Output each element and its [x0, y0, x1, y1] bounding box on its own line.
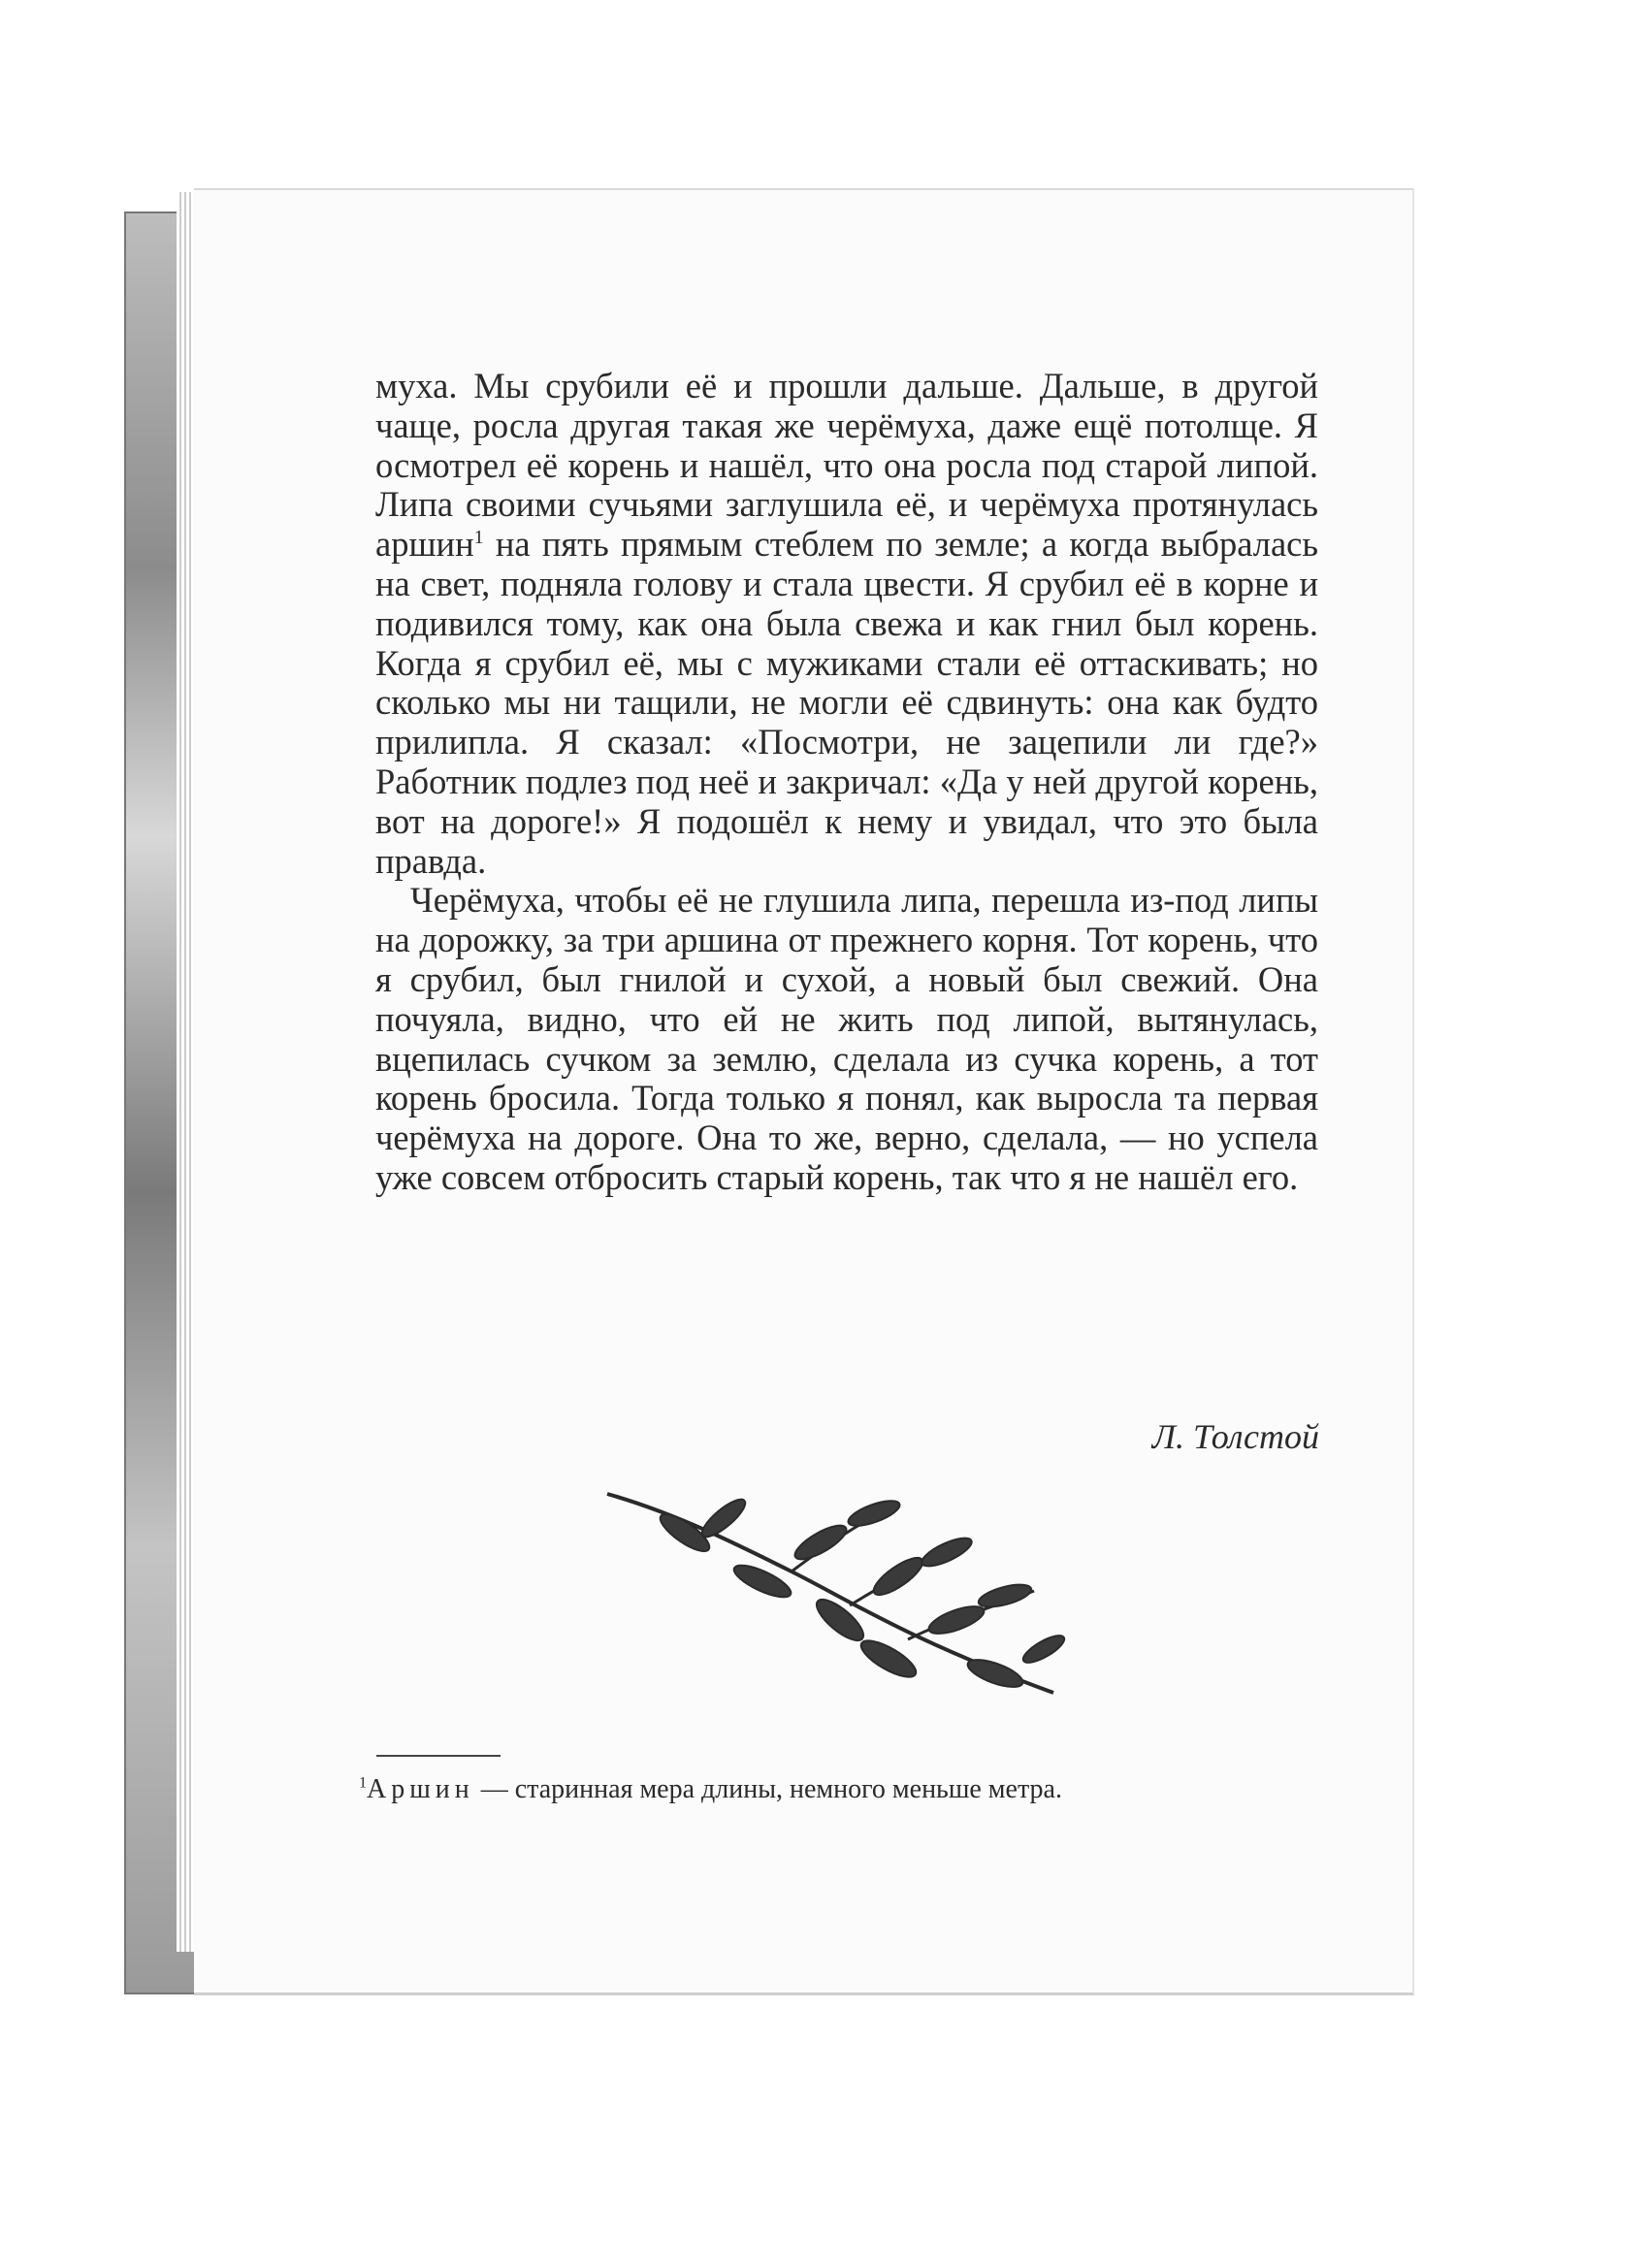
footnote-divider [376, 1755, 501, 1757]
author-signature: Л. Толстой [1151, 1417, 1319, 1456]
paragraph-1-part-a: муха. Мы срубили её и прошли дальше. Дальше, в другой чаще, росла другая такая же черёмуха, даже ещё потолще. Я осмотрел её корень и нашёл, что она росла под старой липой. Липа своими сучьями заглушила её, и черёмуха протянулась аршин [375, 366, 1318, 565]
footnote-mark: 1 [359, 1774, 367, 1792]
footnote-text: — старинная мера длины, немного меньше метра. [473, 1774, 1062, 1804]
footnote [359, 1771, 1317, 1808]
footnote-term: Аршин [367, 1774, 474, 1804]
footnote-reference: 1 [473, 527, 484, 549]
paragraph-1-part-b: на пять прямым стеблем по земле; а когда выбралась на свет, подняла голову и стала цвести. Я срубил её в корне и подивился тому, как она была свежа и как гнил был корень. Когда я срубил её, мы с мужиками стали её оттаскивать; но сколько мы ни тащили, не могли её сдвинуть: она как будто прилипла. Я сказал: «Посмотри, не зацепили ли где?» Работник подлез под неё и закричал: «Да у ней другой корень, вот на дороге!» Я подошёл к нему и увидал, что это была правда. [375, 524, 1319, 881]
story-text [375, 367, 1318, 1198]
cherry-branch-illustration [598, 1474, 1083, 1707]
paragraph-2: Черёмуха, чтобы её не глушила липа, перешла из-под липы на дорожку, за три аршина от прежнего корня. Тот корень, что я срубил, был гнилой и сухой, а новый был свежий. Она почуяла, видно, что ей не жить под липой, вытянулась, вцепилась сучком за землю, сделала из сучка корень, а тот корень бросила. Тогда только я понял, как выросла та первая черёмуха на дороге. Она то же, верно, сделала, — но успела уже совсем отбросить старый корень, так что я не нашёл его. [375, 880, 1318, 1197]
paragraph-continuation [375, 367, 1318, 881]
